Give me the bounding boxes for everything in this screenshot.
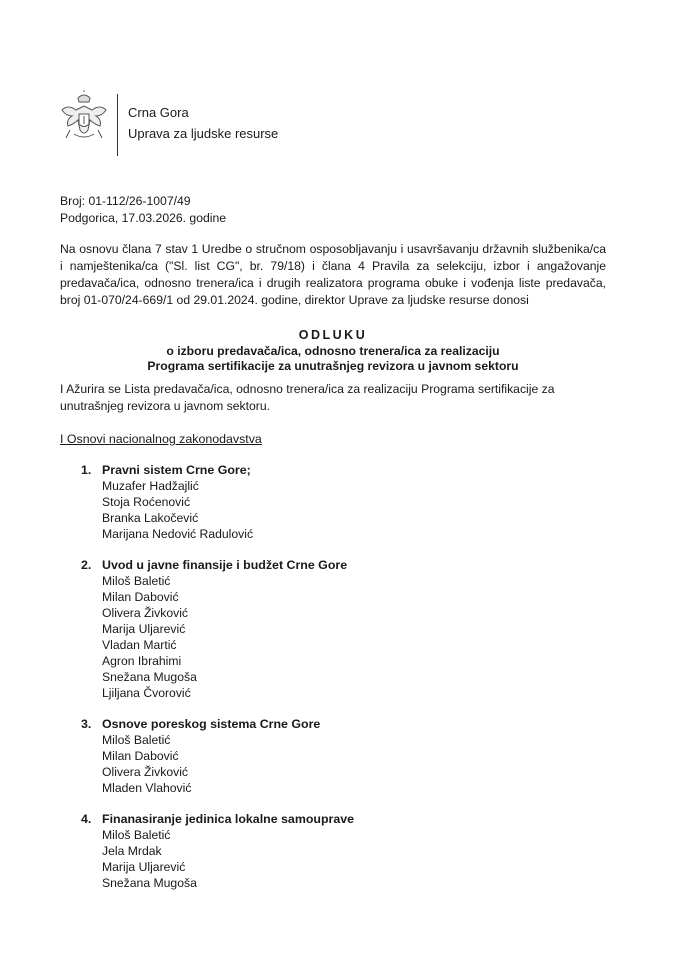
lecturer-name: Marija Uljarević [102, 860, 186, 874]
lecturer-name: Snežana Mugoša [102, 876, 197, 890]
lecturer-name: Milan Dabović [102, 590, 179, 604]
lecturer-name: Stoja Roćenović [102, 495, 191, 509]
lecturer-name: Miloš Baletić [102, 733, 171, 747]
module-title: Pravni sistem Crne Gore; [102, 463, 251, 477]
country-name: Crna Gora [128, 105, 189, 120]
module-heading [81, 716, 481, 732]
article-text: I Ažurira se Lista predavača/ica, odnosno trenera/ica za realizaciju Programa sertifikacije za unutrašnjeg revizora u javnom sektoru. [60, 382, 555, 413]
lecturer-name: Olivera Živković [102, 606, 189, 620]
letterhead [128, 102, 278, 144]
lecturer-name: Jela Mrdak [102, 844, 162, 858]
module-item [81, 557, 481, 701]
lecturer-name: Agron Ibrahimi [102, 654, 182, 668]
intro-paragraph: Na osnovu člana 7 stav 1 Uredbe o stručnom osposobljavanju i usavršavanju državnih službenika/ca i namještenika/ca ("Sl. list CG", br. 79/18) i člana 4 Pravila za selekciju, izbor i angažovanje predavača/ica, odnosno trenera/ica i drugih realizatora programa obuke i vođenja liste predavača, broj 01-070/24-669/1 od 29.01.2024. godine, direktor Uprave za ljudske resurse donosi [60, 242, 606, 307]
module-title: Osnove poreskog sistema Crne Gore [102, 717, 321, 731]
reference-number: Broj: 01-112/26-1007/49 [60, 194, 191, 208]
lecturer-name: Branka Lakočević [102, 511, 199, 525]
lecturer-name: Vladan Martić [102, 638, 177, 652]
lecturer-name: Milan Dabović [102, 749, 179, 763]
module-heading [81, 462, 481, 478]
lecturer-name: Snežana Mugoša [102, 670, 197, 684]
title-main: ODLUKU [298, 328, 368, 342]
module-title: Finanasiranje jedinica lokalne samouprave [102, 812, 355, 826]
institution-name: Uprava za ljudske resurse [128, 126, 279, 141]
title-sub-1: o izboru predavača/ica, odnosno trenera/ica za realizaciju [166, 344, 500, 358]
coat-of-arms-icon [58, 90, 110, 146]
section-heading: I Osnovi nacionalnog zakonodavstva [60, 432, 262, 446]
lecturer-name: Marijana Nedović Radulović [102, 527, 254, 541]
module-item [81, 462, 481, 542]
lecturer-name: Miloš Baletić [102, 574, 171, 588]
title-sub-2: Programa sertifikacije za unutrašnjeg revizora u javnom sektoru [147, 359, 519, 373]
lecturer-name: Ljiljana Čvorović [102, 686, 191, 700]
reference-block [60, 193, 226, 227]
module-number: 1. [81, 463, 92, 477]
module-list [81, 462, 481, 906]
module-number: 2. [81, 558, 92, 572]
module-title: Uvod u javne finansije i budžet Crne Gore [102, 558, 348, 572]
module-number: 4. [81, 812, 92, 826]
lecturer-name: Muzafer Hadžajlić [102, 479, 199, 493]
module-number: 3. [81, 717, 92, 731]
module-item [81, 716, 481, 796]
module-item [81, 811, 481, 891]
decision-title [60, 328, 606, 374]
lecturer-name: Miloš Baletić [102, 828, 171, 842]
header-divider [117, 94, 118, 156]
module-heading [81, 557, 481, 573]
module-heading [81, 811, 481, 827]
lecturer-name: Olivera Živković [102, 765, 189, 779]
place-date: Podgorica, 17.03.2026. godine [60, 211, 227, 225]
lecturer-name: Mladen Vlahović [102, 781, 192, 795]
lecturer-name: Marija Uljarević [102, 622, 186, 636]
